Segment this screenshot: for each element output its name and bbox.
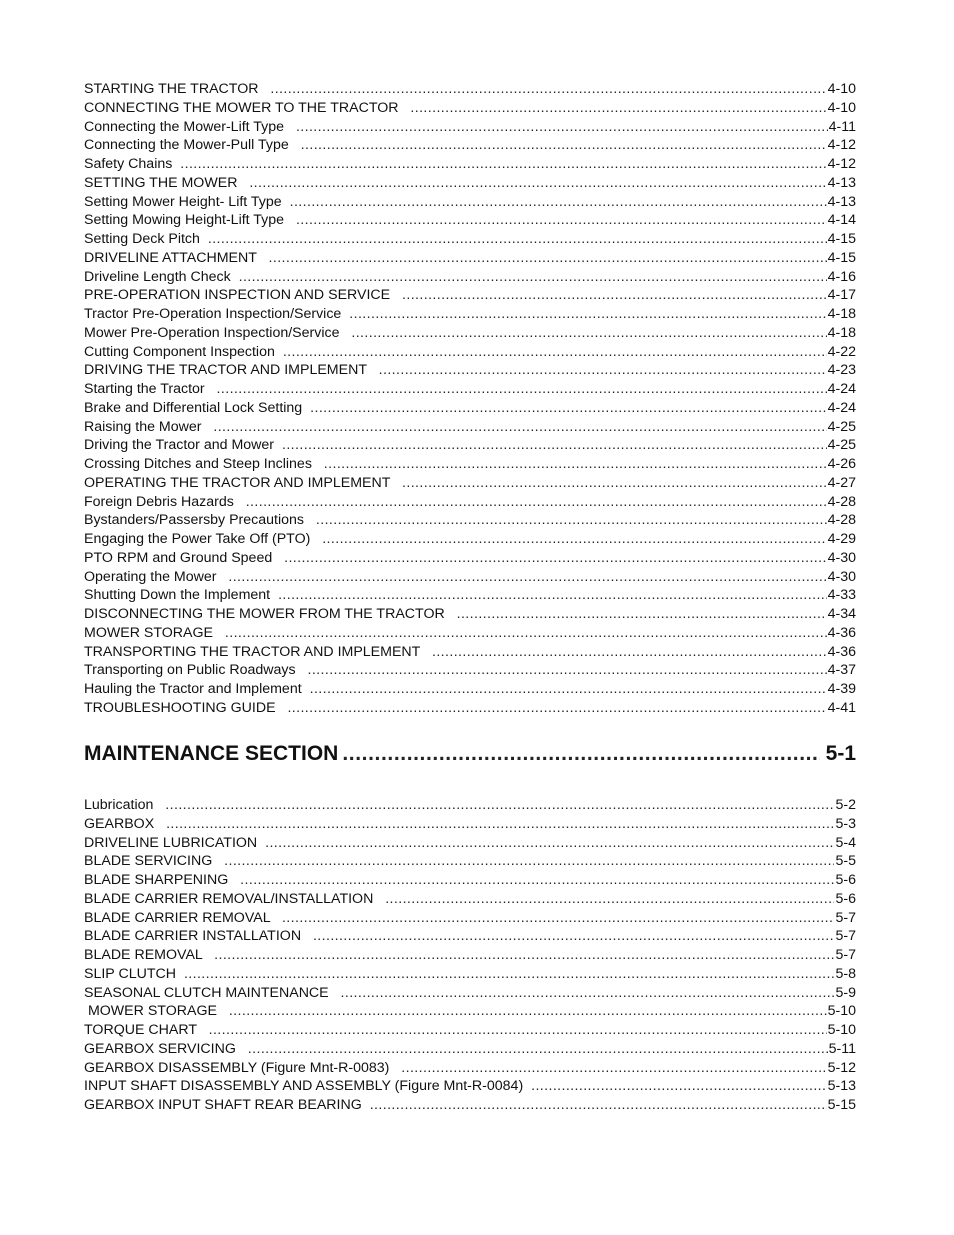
toc-entry-title: MOWER STORAGE (84, 624, 221, 641)
dot-leader (310, 399, 826, 418)
dot-leader (301, 136, 827, 155)
toc-entry-title: CONNECTING THE MOWER TO THE TRACTOR (84, 99, 407, 116)
dot-leader (351, 324, 826, 343)
toc-entry[interactable] (84, 661, 856, 680)
toc-entry-page-number: 5-7 (835, 909, 856, 926)
dot-leader (209, 1021, 827, 1040)
toc-entry-title: Raising the Mower (84, 418, 210, 435)
toc-entry-page-number: 4-11 (828, 118, 856, 135)
toc-entry-page-number: 4-13 (827, 193, 856, 210)
dot-leader (284, 549, 826, 568)
toc-entry-title: Shutting Down the Implement (84, 587, 275, 604)
toc-entry-title: Engaging the Power Take Off (PTO) (84, 531, 319, 547)
toc-entry[interactable] (84, 984, 856, 1003)
toc-entry[interactable] (84, 796, 856, 815)
dot-leader (240, 871, 834, 890)
toc-entry[interactable] (84, 305, 856, 324)
toc-entry-title: Transporting on Public Roadways (84, 662, 304, 679)
toc-entry-page-number: 4-12 (827, 156, 856, 172)
dot-leader (341, 984, 835, 1003)
toc-entry-page-number: 4-12 (827, 137, 856, 154)
toc-entry-title: BLADE CARRIER INSTALLATION (84, 928, 309, 945)
toc-entry[interactable] (84, 343, 856, 362)
dot-leader (385, 890, 834, 909)
toc-entry-page-number: 4-36 (827, 643, 856, 660)
toc-entry[interactable] (84, 136, 856, 155)
toc-entry-title: BLADE SHARPENING (84, 872, 237, 888)
toc-entry-title: Foreign Debris Hazards (84, 493, 242, 510)
toc-entry-title: Mower Pre-Operation Inspection/Service (84, 324, 348, 341)
toc-entry-title: GEARBOX DISASSEMBLY (Figure Mnt-R-0083) (84, 1059, 398, 1076)
toc-entry[interactable] (84, 118, 856, 137)
dot-leader (224, 852, 834, 871)
dot-leader (248, 1040, 828, 1059)
toc-entry-page-number: 4-15 (827, 249, 856, 266)
dot-leader (278, 586, 827, 605)
toc-entry-page-number: 4-30 (827, 549, 856, 566)
toc-entry-title: Connecting the Mower-Lift Type (84, 118, 292, 135)
toc-entry[interactable] (84, 380, 856, 399)
toc-entry-title: Connecting the Mower-Pull Type (84, 137, 297, 154)
toc-entry-title: DRIVELINE ATTACHMENT (84, 249, 265, 266)
toc-entry-page-number: 5-11 (828, 1040, 856, 1057)
toc-entry-title: DRIVELINE LUBRICATION (84, 834, 262, 851)
toc-entry-title: Safety Chains (84, 156, 177, 172)
dot-leader (265, 834, 834, 853)
toc-entry[interactable] (84, 155, 856, 174)
dot-leader (213, 418, 826, 437)
toc-entry-title: TRANSPORTING THE TRACTOR AND IMPLEMENT (84, 643, 428, 660)
toc-list-maintenance (84, 796, 856, 1115)
dot-leader (402, 474, 827, 493)
dot-leader (410, 99, 826, 118)
toc-entry[interactable] (84, 890, 856, 909)
toc-entry-page-number: 4-13 (827, 174, 856, 191)
dot-leader (296, 118, 828, 137)
toc-entry-title: TROUBLESHOOTING GUIDE (84, 699, 284, 716)
toc-entry-title: Bystanders/Passersby Precautions (84, 512, 312, 529)
toc-entry-page-number: 5-10 (827, 1022, 856, 1038)
toc-entry-title: Setting Mower Height- Lift Type (84, 193, 286, 210)
dot-leader (214, 946, 834, 965)
dot-leader (270, 80, 826, 99)
toc-entry[interactable] (84, 815, 856, 834)
dot-leader (225, 624, 827, 643)
toc-entry-title: BLADE REMOVAL (84, 947, 211, 963)
toc-entry[interactable] (84, 193, 856, 212)
dot-leader (239, 268, 827, 287)
toc-entry[interactable] (84, 324, 856, 343)
toc-entry[interactable] (84, 927, 856, 946)
dot-leader (165, 796, 834, 815)
toc-entry-page-number: 4-10 (827, 81, 856, 97)
dot-leader (531, 1077, 826, 1096)
toc-entry[interactable] (84, 399, 856, 418)
dot-leader (228, 568, 826, 587)
toc-entry[interactable] (84, 268, 856, 287)
toc-entry-title: DISCONNECTING THE MOWER FROM THE TRACTOR (84, 606, 453, 622)
toc-entry-page-number: 5-10 (827, 1003, 856, 1020)
toc-entry-title: SETTING THE MOWER (84, 174, 246, 191)
toc-entry-page-number: 4-24 (827, 399, 856, 416)
toc-entry[interactable] (84, 1040, 856, 1059)
toc-entry-page-number: 5-13 (827, 1078, 856, 1095)
toc-entry[interactable] (84, 418, 856, 437)
toc-entry[interactable] (84, 605, 856, 624)
toc-entry-page-number: 4-16 (827, 268, 856, 285)
toc-entry[interactable] (84, 286, 856, 305)
toc-entry-page-number: 4-22 (827, 343, 856, 360)
toc-entry-title: Cutting Component Inspection (84, 343, 279, 360)
toc-entry-title: BLADE SERVICING (84, 853, 221, 870)
toc-entry-title: BLADE CARRIER REMOVAL (84, 909, 278, 926)
toc-entry-page-number: 4-30 (827, 568, 856, 585)
toc-entry-title: SEASONAL CLUTCH MAINTENANCE (84, 984, 337, 1001)
dot-leader (269, 249, 827, 268)
dot-leader (379, 361, 827, 380)
toc-entry-title: Lubrication (84, 797, 162, 813)
toc-entry-title: STARTING THE TRACTOR (84, 81, 267, 97)
toc-entry-page-number: 4-17 (827, 287, 856, 304)
toc-entry[interactable] (84, 946, 856, 965)
toc-entry-page-number: 5-5 (835, 853, 856, 870)
toc-entry-page-number: 4-29 (827, 531, 856, 547)
toc-entry-title: SLIP CLUTCH (84, 965, 180, 982)
toc-entry[interactable] (84, 699, 856, 718)
maintenance-section-heading[interactable] (84, 740, 856, 768)
toc-entry[interactable] (84, 211, 856, 230)
toc-entry[interactable] (84, 568, 856, 587)
dot-leader (296, 211, 827, 230)
toc-entry-title: MOWER STORAGE (84, 1003, 225, 1020)
toc-entry-page-number: 5-9 (835, 984, 856, 1001)
dot-leader (324, 455, 827, 474)
toc-entry-page-number: 4-14 (827, 212, 856, 229)
dot-leader (249, 174, 826, 193)
toc-entry-title: Brake and Differential Lock Setting (84, 399, 307, 416)
toc-entry[interactable] (84, 909, 856, 928)
dot-leader (308, 661, 827, 680)
toc-entry-page-number: 4-33 (827, 587, 856, 604)
toc-entry-page-number: 4-36 (827, 624, 856, 641)
toc-entry[interactable] (84, 871, 856, 890)
toc-entry-title: Operating the Mower (84, 568, 225, 585)
toc-entry-title: OPERATING THE TRACTOR AND IMPLEMENT (84, 474, 399, 491)
toc-entry-page-number: 4-18 (827, 324, 856, 341)
toc-entry-page-number: 4-24 (827, 381, 856, 397)
toc-entry-page-number: 5-6 (835, 872, 856, 888)
toc-entry-page-number: 5-6 (835, 890, 856, 907)
toc-entry-title: PRE-OPERATION INSPECTION AND SERVICE (84, 287, 399, 304)
toc-entry-title: GEARBOX INPUT SHAFT REAR BEARING (84, 1097, 366, 1113)
toc-entry[interactable] (84, 1002, 856, 1021)
toc-entry-title: GEARBOX (84, 815, 163, 832)
toc-entry[interactable] (84, 474, 856, 493)
toc-entry-page-number: 4-25 (827, 437, 856, 454)
toc-entry-page-number: 4-39 (827, 681, 856, 697)
toc-entry-page-number: 4-28 (827, 512, 856, 529)
toc-entry-title: Crossing Ditches and Steep Inclines (84, 456, 320, 472)
toc-entry-page-number: 5-12 (827, 1059, 856, 1076)
dot-leader (349, 305, 826, 324)
dot-leader (246, 493, 827, 512)
toc-entry-page-number: 5-15 (827, 1097, 856, 1113)
toc-entry[interactable] (84, 624, 856, 643)
toc-entry[interactable] (84, 643, 856, 662)
toc-entry[interactable] (84, 1096, 856, 1115)
toc-entry-page-number: 5-4 (835, 834, 856, 851)
dot-leader (287, 699, 826, 718)
toc-entry-title: DRIVING THE TRACTOR AND IMPLEMENT (84, 362, 375, 379)
toc-entry-title: Setting Mowing Height-Lift Type (84, 212, 292, 229)
toc-entry-page-number: 4-18 (827, 306, 856, 322)
toc-entry[interactable] (84, 80, 856, 99)
dot-leader (282, 436, 827, 455)
toc-entry[interactable] (84, 230, 856, 249)
toc-entry-title: GEARBOX SERVICING (84, 1040, 244, 1057)
toc-entry-title: Setting Deck Pitch (84, 231, 204, 247)
dot-leader (180, 155, 826, 174)
toc-entry[interactable] (84, 1077, 856, 1096)
toc-entry[interactable] (84, 1059, 856, 1078)
toc-entry[interactable] (84, 511, 856, 530)
dot-leader (370, 1096, 827, 1115)
toc-entry-title: PTO RPM and Ground Speed (84, 549, 281, 566)
toc-entry-page-number: 4-37 (827, 662, 856, 679)
dot-leader (432, 643, 827, 662)
toc-entry-page-number: 5-7 (835, 928, 856, 945)
section-title: MAINTENANCE SECTION (84, 742, 339, 765)
dot-leader (316, 511, 827, 530)
toc-entry-page-number: 4-23 (827, 362, 856, 379)
toc-entry-page-number: 4-28 (827, 493, 856, 510)
dot-leader (457, 605, 827, 624)
toc-entry-page-number: 5-8 (835, 965, 856, 982)
dot-leader (166, 815, 834, 834)
toc-entry-title: Tractor Pre-Operation Inspection/Service (84, 306, 346, 322)
toc-entry-title: BLADE CARRIER REMOVAL/INSTALLATION (84, 890, 382, 907)
toc-entry[interactable] (84, 436, 856, 455)
toc-entry[interactable] (84, 99, 856, 118)
toc-list-operation (84, 80, 856, 718)
dot-leader (282, 909, 835, 928)
toc-entry-title: Driveline Length Check (84, 268, 235, 285)
dot-leader (229, 1002, 827, 1021)
toc-entry[interactable] (84, 586, 856, 605)
dot-leader (322, 530, 826, 549)
dot-leader (402, 286, 827, 305)
toc-entry[interactable] (84, 549, 856, 568)
toc-entry-page-number: 4-34 (827, 606, 856, 622)
toc-entry-page-number: 5-3 (835, 815, 856, 832)
toc-entry[interactable] (84, 965, 856, 984)
dot-leader (184, 965, 835, 984)
toc-entry-title: Hauling the Tractor and Implement (84, 681, 306, 697)
toc-entry-page-number: 4-26 (827, 456, 856, 472)
section-page-number: 5-1 (825, 742, 856, 765)
toc-entry[interactable] (84, 174, 856, 193)
toc-entry[interactable] (84, 249, 856, 268)
toc-entry[interactable] (84, 680, 856, 699)
dot-leader (310, 680, 827, 699)
dot-leader (283, 343, 827, 362)
toc-entry-title: INPUT SHAFT DISASSEMBLY AND ASSEMBLY (Figure Mnt-R-0084) (84, 1078, 528, 1095)
toc-entry-page-number: 4-27 (827, 474, 856, 491)
toc-entry-title: Starting the Tractor (84, 381, 213, 397)
dot-leader (217, 380, 827, 399)
dot-leader (208, 230, 827, 249)
toc-entry[interactable] (84, 852, 856, 871)
toc-entry[interactable] (84, 834, 856, 853)
toc-entry-page-number: 4-25 (827, 418, 856, 435)
toc-entry[interactable] (84, 361, 856, 380)
dot-leader (313, 927, 835, 946)
toc-entry-page-number: 5-2 (835, 797, 856, 813)
toc-entry-title: TORQUE CHART (84, 1022, 205, 1038)
toc-entry-title: Driving the Tractor and Mower (84, 437, 278, 454)
toc-entry-page-number: 4-10 (827, 99, 856, 116)
dot-leader (290, 193, 827, 212)
dot-leader (401, 1059, 826, 1078)
toc-entry-page-number: 5-7 (835, 947, 856, 963)
toc-entry[interactable] (84, 1021, 856, 1040)
toc-entry[interactable] (84, 493, 856, 512)
toc-entry[interactable] (84, 530, 856, 549)
toc-entry[interactable] (84, 455, 856, 474)
toc-entry-page-number: 4-15 (827, 231, 856, 247)
toc-entry-page-number: 4-41 (827, 699, 856, 716)
dot-leader (342, 740, 819, 768)
